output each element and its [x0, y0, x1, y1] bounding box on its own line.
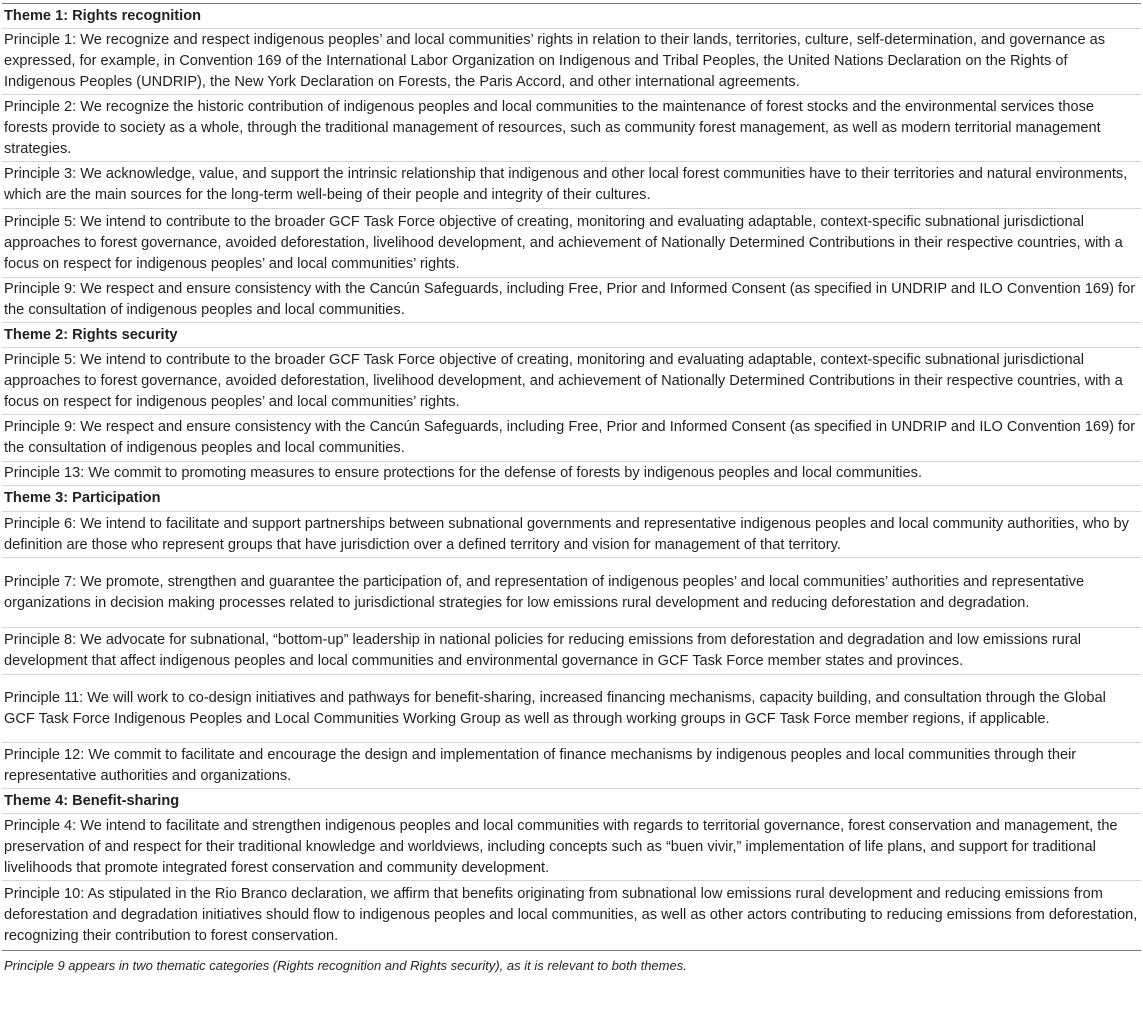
- principle-row: Principle 12: We commit to facilitate and encourage the design and implementation of finance mechanisms by indigenous peoples and local communities through their representative authorities and organizations.: [2, 743, 1141, 789]
- principle-row: Principle 6: We intend to facilitate and support partnerships between subnational governments and representative indigenous peoples and local community authorities, who by definition are those who represent groups that have jurisdiction over a defined territory and vision for management of that territory.: [2, 512, 1141, 558]
- principle-row: Principle 1: We recognize and respect indigenous peoples’ and local communities’ rights in relation to their lands, territories, culture, self-determination, and governance as expressed, for example, in Convention 169 of the International Labor Organization on Indigenous and Tribal Peoples, the United Nations Declaration on the Rights of Indigenous Peoples (UNDRIP), the New York Declaration on Forests, the Paris Accord, and other international agreements.: [2, 29, 1141, 95]
- principles-table-document: [0, 3, 1143, 974]
- principle-row: Principle 13: We commit to promoting measures to ensure protections for the defense of forests by indigenous peoples and local communities.: [2, 462, 1141, 486]
- principle-row: Principle 2: We recognize the historic contribution of indigenous peoples and local communities to the maintenance of forest stocks and the environmental services those forests provide to society as a whole, through the traditional management of resources, such as community forest management, as well as modern territorial management strategies.: [2, 95, 1141, 162]
- principle-row: Principle 5: We intend to contribute to the broader GCF Task Force objective of creating, monitoring and evaluating adaptable, context-specific subnational jurisdictional approaches to forest governance, avoided deforestation, livelihood development, and achievement of Nationally Determined Contributions in their respective countries, with a focus on respect for indigenous peoples’ and local communities’ rights.: [2, 348, 1141, 415]
- theme-heading-benefit-sharing: Theme 4: Benefit-sharing: [2, 789, 1141, 814]
- principle-row: Principle 4: We intend to facilitate and strengthen indigenous peoples and local communities with regards to territorial governance, forest conservation and management, the preservation of and respect for their traditional knowledge and worldviews, including concepts such as “buen vivir,” implementation of life plans, and support for traditional livelihoods that promote integrated forest conservation and community development.: [2, 814, 1141, 881]
- theme-heading-participation: Theme 3: Participation: [2, 486, 1141, 512]
- theme-heading-rights-security: Theme 2: Rights security: [2, 323, 1141, 348]
- principle-row: Principle 10: As stipulated in the Rio Branco declaration, we affirm that benefits originating from subnational low emissions rural development and reducing emissions from deforestation and degradation initiatives should flow to indigenous peoples and local communities, as well as other actors contributing to reducing emissions from deforestation, recognizing their contribution to forest conservation.: [4, 886, 1138, 944]
- theme-heading-rights-recognition: Theme 1: Rights recognition: [2, 4, 1141, 29]
- principle-row: Principle 8: We advocate for subnational, “bottom-up” leadership in national policies for reducing emissions from deforestation and degradation and low emissions rural development that affect indigenous peoples and local communities and environmental governance in GCF Task Force member states and provinces.: [2, 628, 1141, 675]
- principle-row: Principle 3: We acknowledge, value, and support the intrinsic relationship that indigenous and other local forest communities have to their territories and natural environments, which are the main sources for the long-term well-being of their people and integrity of their cultures.: [2, 162, 1141, 209]
- principle-row: Principle 7: We promote, strengthen and guarantee the participation of, and representation of indigenous peoples’ and local communities’ authorities and representative organizations in decision making processes related to jurisdictional strategies for low emissions rural development and reducing deforestation and degradation.: [2, 558, 1141, 628]
- principle-row: Principle 5: We intend to contribute to the broader GCF Task Force objective of creating, monitoring and evaluating adaptable, context-specific subnational jurisdictional approaches to forest governance, avoided deforestation, livelihood development, and achievement of Nationally Determined Contributions in their respective countries, with a focus on respect for indigenous peoples’ and local communities’ rights.: [2, 209, 1141, 278]
- principle-row: Principle 11: We will work to co-design initiatives and pathways for benefit-sharing, increased financing mechanisms, capacity building, and consultation through the Global GCF Task Force Indigenous Peoples and Local Communities Working Group as well as through working groups in GCF Task Force member regions, if applicable.: [2, 675, 1141, 743]
- table-footnote: Principle 9 appears in two thematic categories (Rights recognition and Rights security), as it is relevant to both themes.: [4, 958, 687, 973]
- principle-row: Principle 9: We respect and ensure consistency with the Cancún Safeguards, including Free, Prior and Informed Consent (as specified in UNDRIP and ILO Convention 169) for the consultation of indigenous peoples and local communities.: [2, 415, 1141, 462]
- principle-row: Principle 9: We respect and ensure consistency with the Cancún Safeguards, including Free, Prior and Informed Consent (as specified in UNDRIP and ILO Convention 169) for the consultation of indigenous peoples and local communities.: [2, 278, 1141, 323]
